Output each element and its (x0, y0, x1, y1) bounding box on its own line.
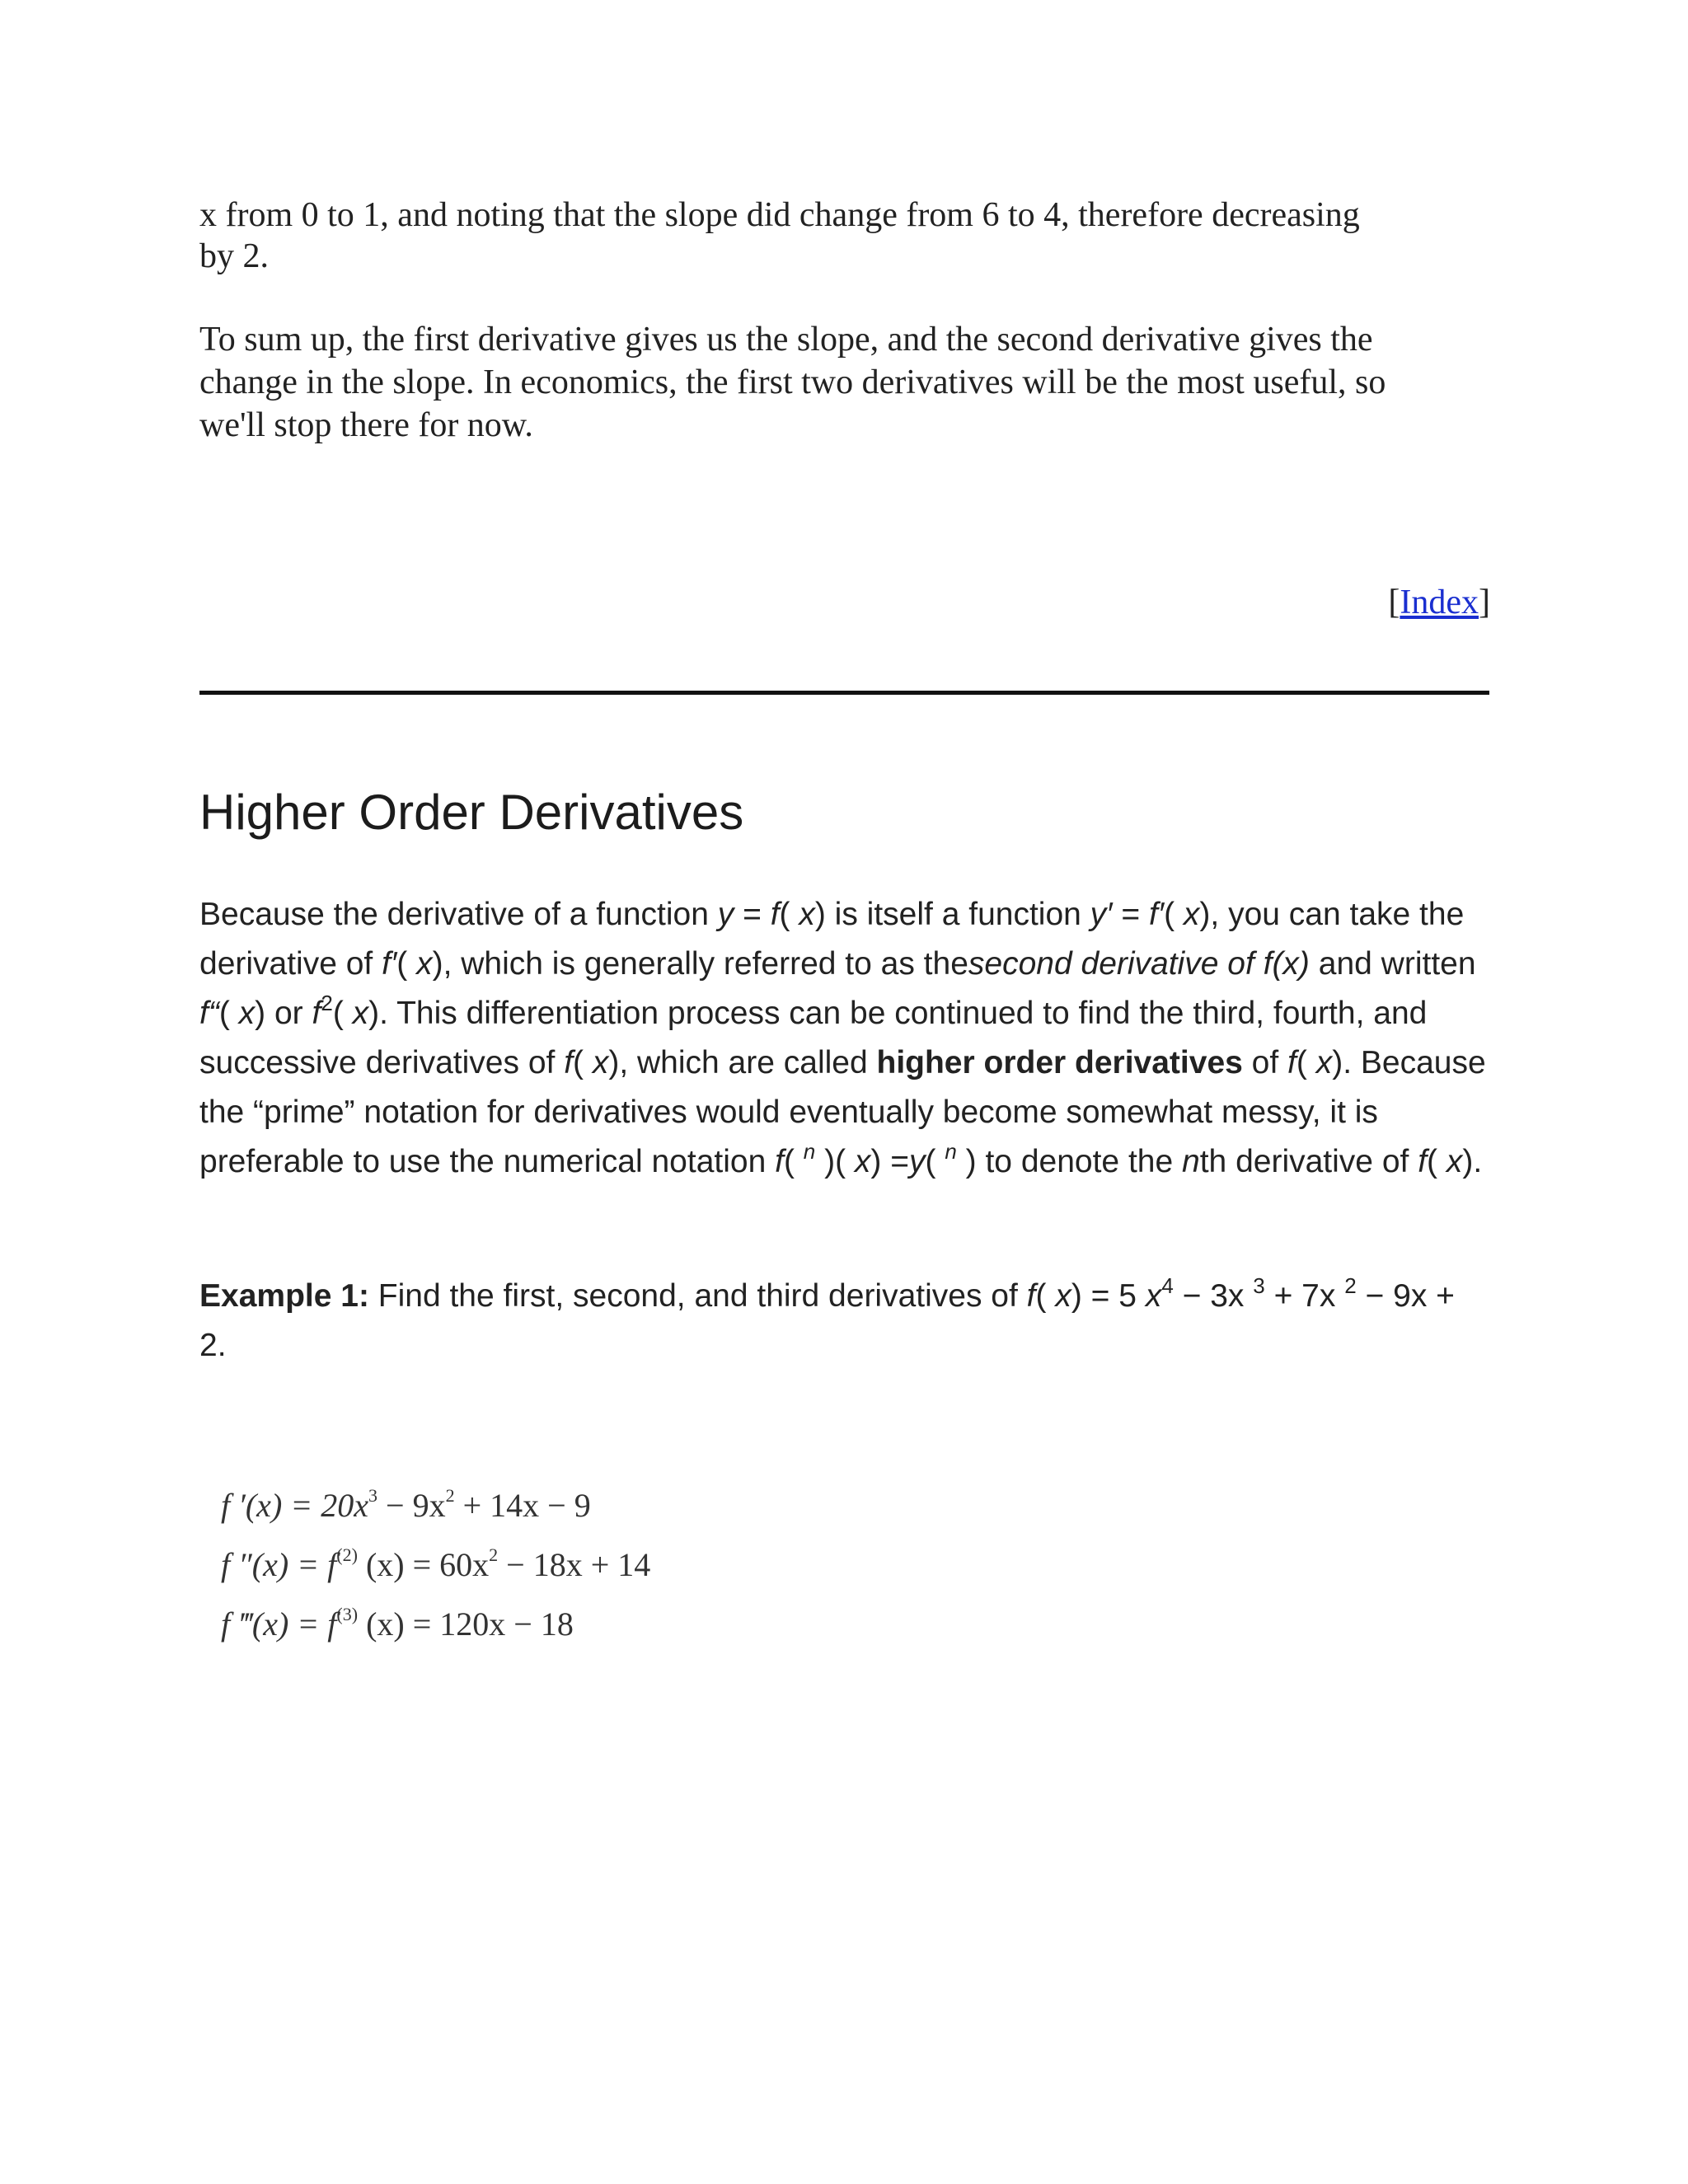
math-var: f (312, 996, 321, 1031)
math-var: y (909, 1144, 926, 1179)
text-run: Because the derivative of a function (199, 897, 718, 932)
math-var: n (1182, 1144, 1200, 1179)
math-var: y′ (1090, 897, 1113, 932)
text-run: ( (396, 946, 417, 982)
higher-order-paragraph (199, 890, 1489, 1187)
text-run: ( (1164, 897, 1184, 932)
summary-line: change in the slope. In economics, the first two derivatives will be the most useful, so (199, 363, 1386, 401)
derivative-formulas-image (213, 1475, 724, 1673)
math-var: x (238, 996, 256, 1031)
intro-paragraph (199, 194, 1489, 277)
math-var: f (1418, 1144, 1428, 1179)
formula-superscript: (2) (336, 1544, 358, 1565)
math-var: x (1145, 1278, 1162, 1314)
superscript: 2 (1344, 1272, 1357, 1298)
example-paragraph (199, 1272, 1489, 1371)
formula-part: − 18x + 14 (498, 1546, 651, 1583)
formula-part: + 14x − 9 (454, 1487, 591, 1524)
math-var: x (592, 1045, 609, 1080)
math-var: f (1026, 1278, 1036, 1314)
text-run: and written (1309, 946, 1476, 982)
math-var: f (564, 1045, 574, 1080)
text-run: − 3x (1173, 1278, 1254, 1314)
summary-paragraph (199, 318, 1489, 447)
formula-graphic (213, 1475, 724, 1673)
math-var: x (1055, 1278, 1071, 1314)
math-var: x (1446, 1144, 1463, 1179)
formula-part: − 9x (377, 1487, 446, 1524)
superscript: 4 (1161, 1272, 1174, 1298)
text-run: ), which are called (608, 1045, 877, 1080)
text-run: + 7x (1264, 1278, 1345, 1314)
math-var: f′ (382, 946, 397, 982)
formula-part: f ″(x) = f (221, 1546, 337, 1583)
text-run: ( (332, 996, 353, 1031)
text-run: ) = 5 (1071, 1278, 1146, 1314)
index-open-bracket: [ (1388, 583, 1400, 621)
higher-order-derivatives-term: higher order derivatives (876, 1045, 1243, 1080)
formula-exponent: 2 (489, 1544, 499, 1565)
superscript: 2 (321, 990, 333, 1015)
section-divider (199, 691, 1489, 695)
math-var: y (717, 897, 734, 932)
index-close-bracket: ] (1479, 583, 1490, 621)
math-var: n (803, 1138, 816, 1164)
text-run: ) to denote the (956, 1144, 1183, 1179)
second-derivative-term: second derivative of f(x) (968, 946, 1310, 982)
text-run: ) = (870, 1144, 910, 1179)
section-heading: Higher Order Derivatives (199, 785, 744, 840)
text-run: ( (1296, 1045, 1316, 1080)
text-run: ( (573, 1045, 593, 1080)
math-var: x (1183, 897, 1200, 932)
intro-line: by 2. (199, 237, 269, 275)
intro-line: x from 0 to 1, and noting that the slope did change from 6 to 4, therefore decreasing (199, 196, 1360, 234)
math-var: f (775, 1144, 784, 1179)
text-run: ). This differentiation process can be continued to find the third, fourth, and successive derivatives of (199, 996, 1428, 1080)
text-run: ) is itself a function (814, 897, 1090, 932)
text-run: = (734, 897, 771, 932)
math-var: n (945, 1138, 957, 1164)
superscript-var (945, 1139, 956, 1164)
formula-superscript: (3) (336, 1604, 359, 1624)
text-run: ), you can take the derivative of (199, 897, 1465, 982)
math-var: f (770, 897, 780, 932)
math-var: x (799, 897, 815, 932)
summary-line: we'll stop there for now. (199, 406, 533, 444)
formula-exponent: 3 (368, 1485, 378, 1506)
text-run: Find the first, second, and third derivatives of (368, 1278, 1027, 1314)
math-var: x (352, 996, 369, 1031)
text-run: ). (1462, 1144, 1483, 1179)
example-label: Example 1: (199, 1278, 369, 1314)
text-run: )( (815, 1144, 855, 1179)
text-run: ), which is generally referred to as the (432, 946, 968, 982)
math-var: f (1287, 1045, 1296, 1080)
formula-part: (x) = 120x − 18 (358, 1605, 574, 1643)
math-var: x (1315, 1045, 1333, 1080)
text-run: ( (925, 1144, 945, 1179)
index-link-container (1388, 582, 1490, 623)
summary-line: To sum up, the first derivative gives us the slope, and the second derivative gives the (199, 321, 1373, 359)
text-run: ) or (255, 996, 312, 1031)
text-run: = (1112, 897, 1149, 932)
text-run: − 9x + 2. (199, 1278, 1455, 1363)
formula-line-3 (221, 1604, 574, 1643)
superscript-var (804, 1139, 815, 1164)
math-var: x (416, 946, 433, 982)
text-run: th derivative of (1199, 1144, 1418, 1179)
text-run: ( (1427, 1144, 1447, 1179)
text-run: ( (218, 996, 239, 1031)
text-run: ( (779, 897, 799, 932)
math-var: f“ (199, 996, 219, 1031)
text-run: ). Because the “prime” notation for derivatives would eventually become somewhat messy, it is preferable to use the numerical notation (199, 1045, 1486, 1179)
text-run: ( (783, 1144, 804, 1179)
formula-part: (x) = 60x (357, 1546, 490, 1583)
formula-part: f ′(x) = 20x (221, 1487, 369, 1524)
text-run: ( (1035, 1278, 1056, 1314)
math-var: f′ (1148, 897, 1165, 932)
formula-line-1 (221, 1485, 591, 1524)
index-link[interactable]: Index (1400, 583, 1479, 621)
text-run: of (1242, 1045, 1288, 1080)
formula-line-2 (221, 1544, 650, 1583)
formula-part: f ‴(x) = f (221, 1605, 337, 1643)
formula-exponent: 2 (445, 1485, 455, 1506)
math-var: x (854, 1144, 871, 1179)
superscript: 3 (1253, 1272, 1265, 1298)
